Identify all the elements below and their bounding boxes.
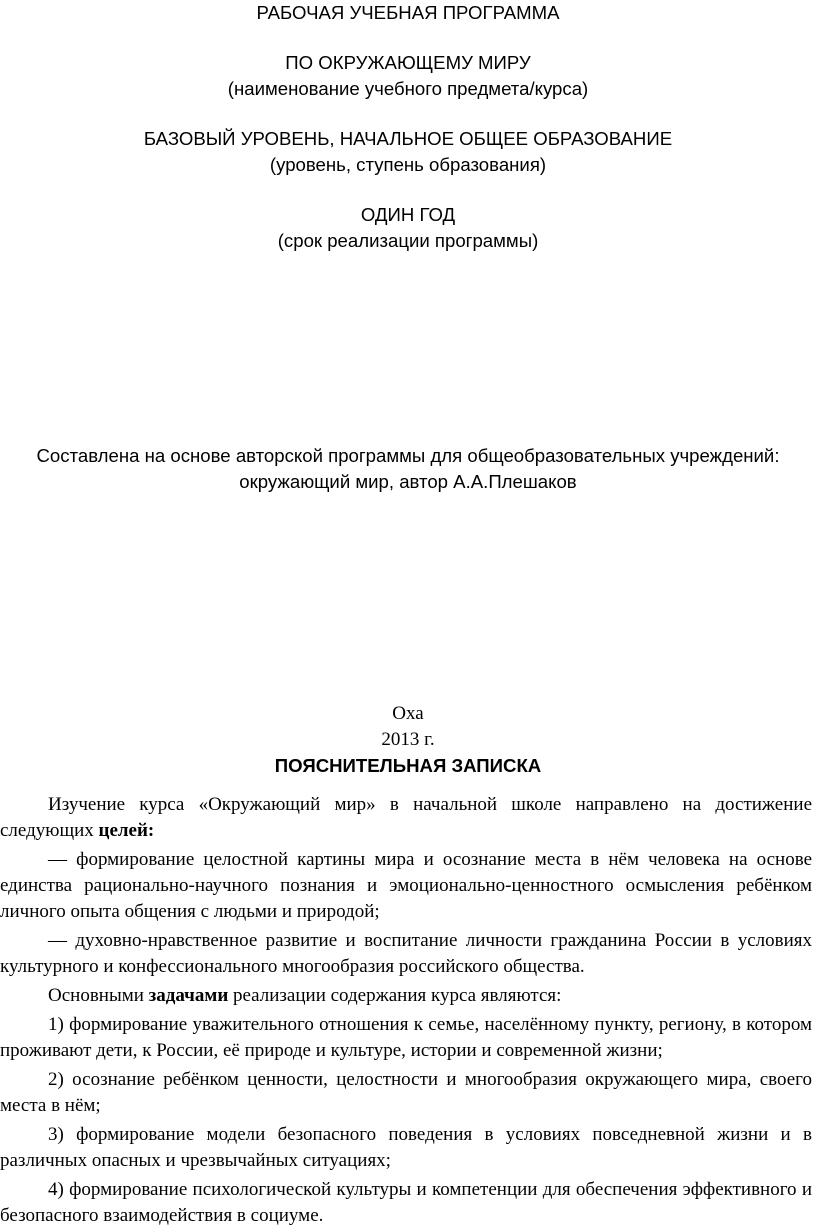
intro-paragraph [0,792,812,844]
basis-line-1: Составлена на основе авторской программы для общеобразовательных учреждений: [36,445,780,466]
task-4: 4) формирование психологической культуры и компетенции для обеспечения эффективного и безопасного взаимодействия в социуме. [0,1179,812,1226]
program-title: РАБОЧАЯ УЧЕБНАЯ ПРОГРАММА [256,2,560,23]
explanatory-note [0,792,812,1229]
task-2: 2) осознание ребёнком ценности, целостности и многообразия окружающего мира, своего места в нём; [0,1069,812,1116]
goal-2: — духовно-нравственное развитие и воспитание личности гражданина России в условиях культурного и конфессионального многообразия российского общества. [0,930,812,977]
tasks-keyword: задачами [148,985,229,1006]
title-block [0,0,816,254]
subject-caption: (наименование учебного предмета/курса) [227,78,589,99]
goal-1: — формирование целостной картины мира и осознание места в нём человека на основе единства рационально-научного познания и эмоционально-ценностного осмысления ребёнком личного опыта общения с людьми и природой; [0,849,812,922]
level-title: БАЗОВЫЙ УРОВЕНЬ, НАЧАЛЬНОЕ ОБЩЕЕ ОБРАЗОВАНИЕ [143,128,673,149]
level-caption: (уровень, ступень образования) [269,154,547,175]
goals-keyword: целей: [98,820,155,841]
basis-line-2: окружающий мир, автор А.А.Плешаков [239,471,577,492]
year: 2013 г. [381,729,435,750]
duration-caption: (срок реализации программы) [277,230,539,251]
tasks-pre: Основными [48,985,149,1006]
duration-title: ОДИН ГОД [360,204,456,225]
subject-title: ПО ОКРУЖАЮЩЕМУ МИРУ [285,52,531,73]
tasks-intro [0,983,812,1009]
tasks-post: реализации содержания курса являются: [228,985,562,1006]
city: Оха [392,703,424,724]
place-block [0,701,816,779]
task-3: 3) формирование модели безопасного поведения в условиях повседневной жизни и в различных опасных и чрезвычайных ситуациях; [0,1124,812,1171]
task-1: 1) формирование уважительного отношения к семье, населённому пункту, региону, в котором проживают дети, к России, её природе и культуре, истории и современной жизни; [0,1014,812,1061]
intro-text: Изучение курса «Окружающий мир» в начальной школе направлено на достижение следующих [0,794,812,841]
basis-block [0,443,816,495]
note-heading: ПОЯСНИТЕЛЬНАЯ ЗАПИСКА [274,755,542,776]
